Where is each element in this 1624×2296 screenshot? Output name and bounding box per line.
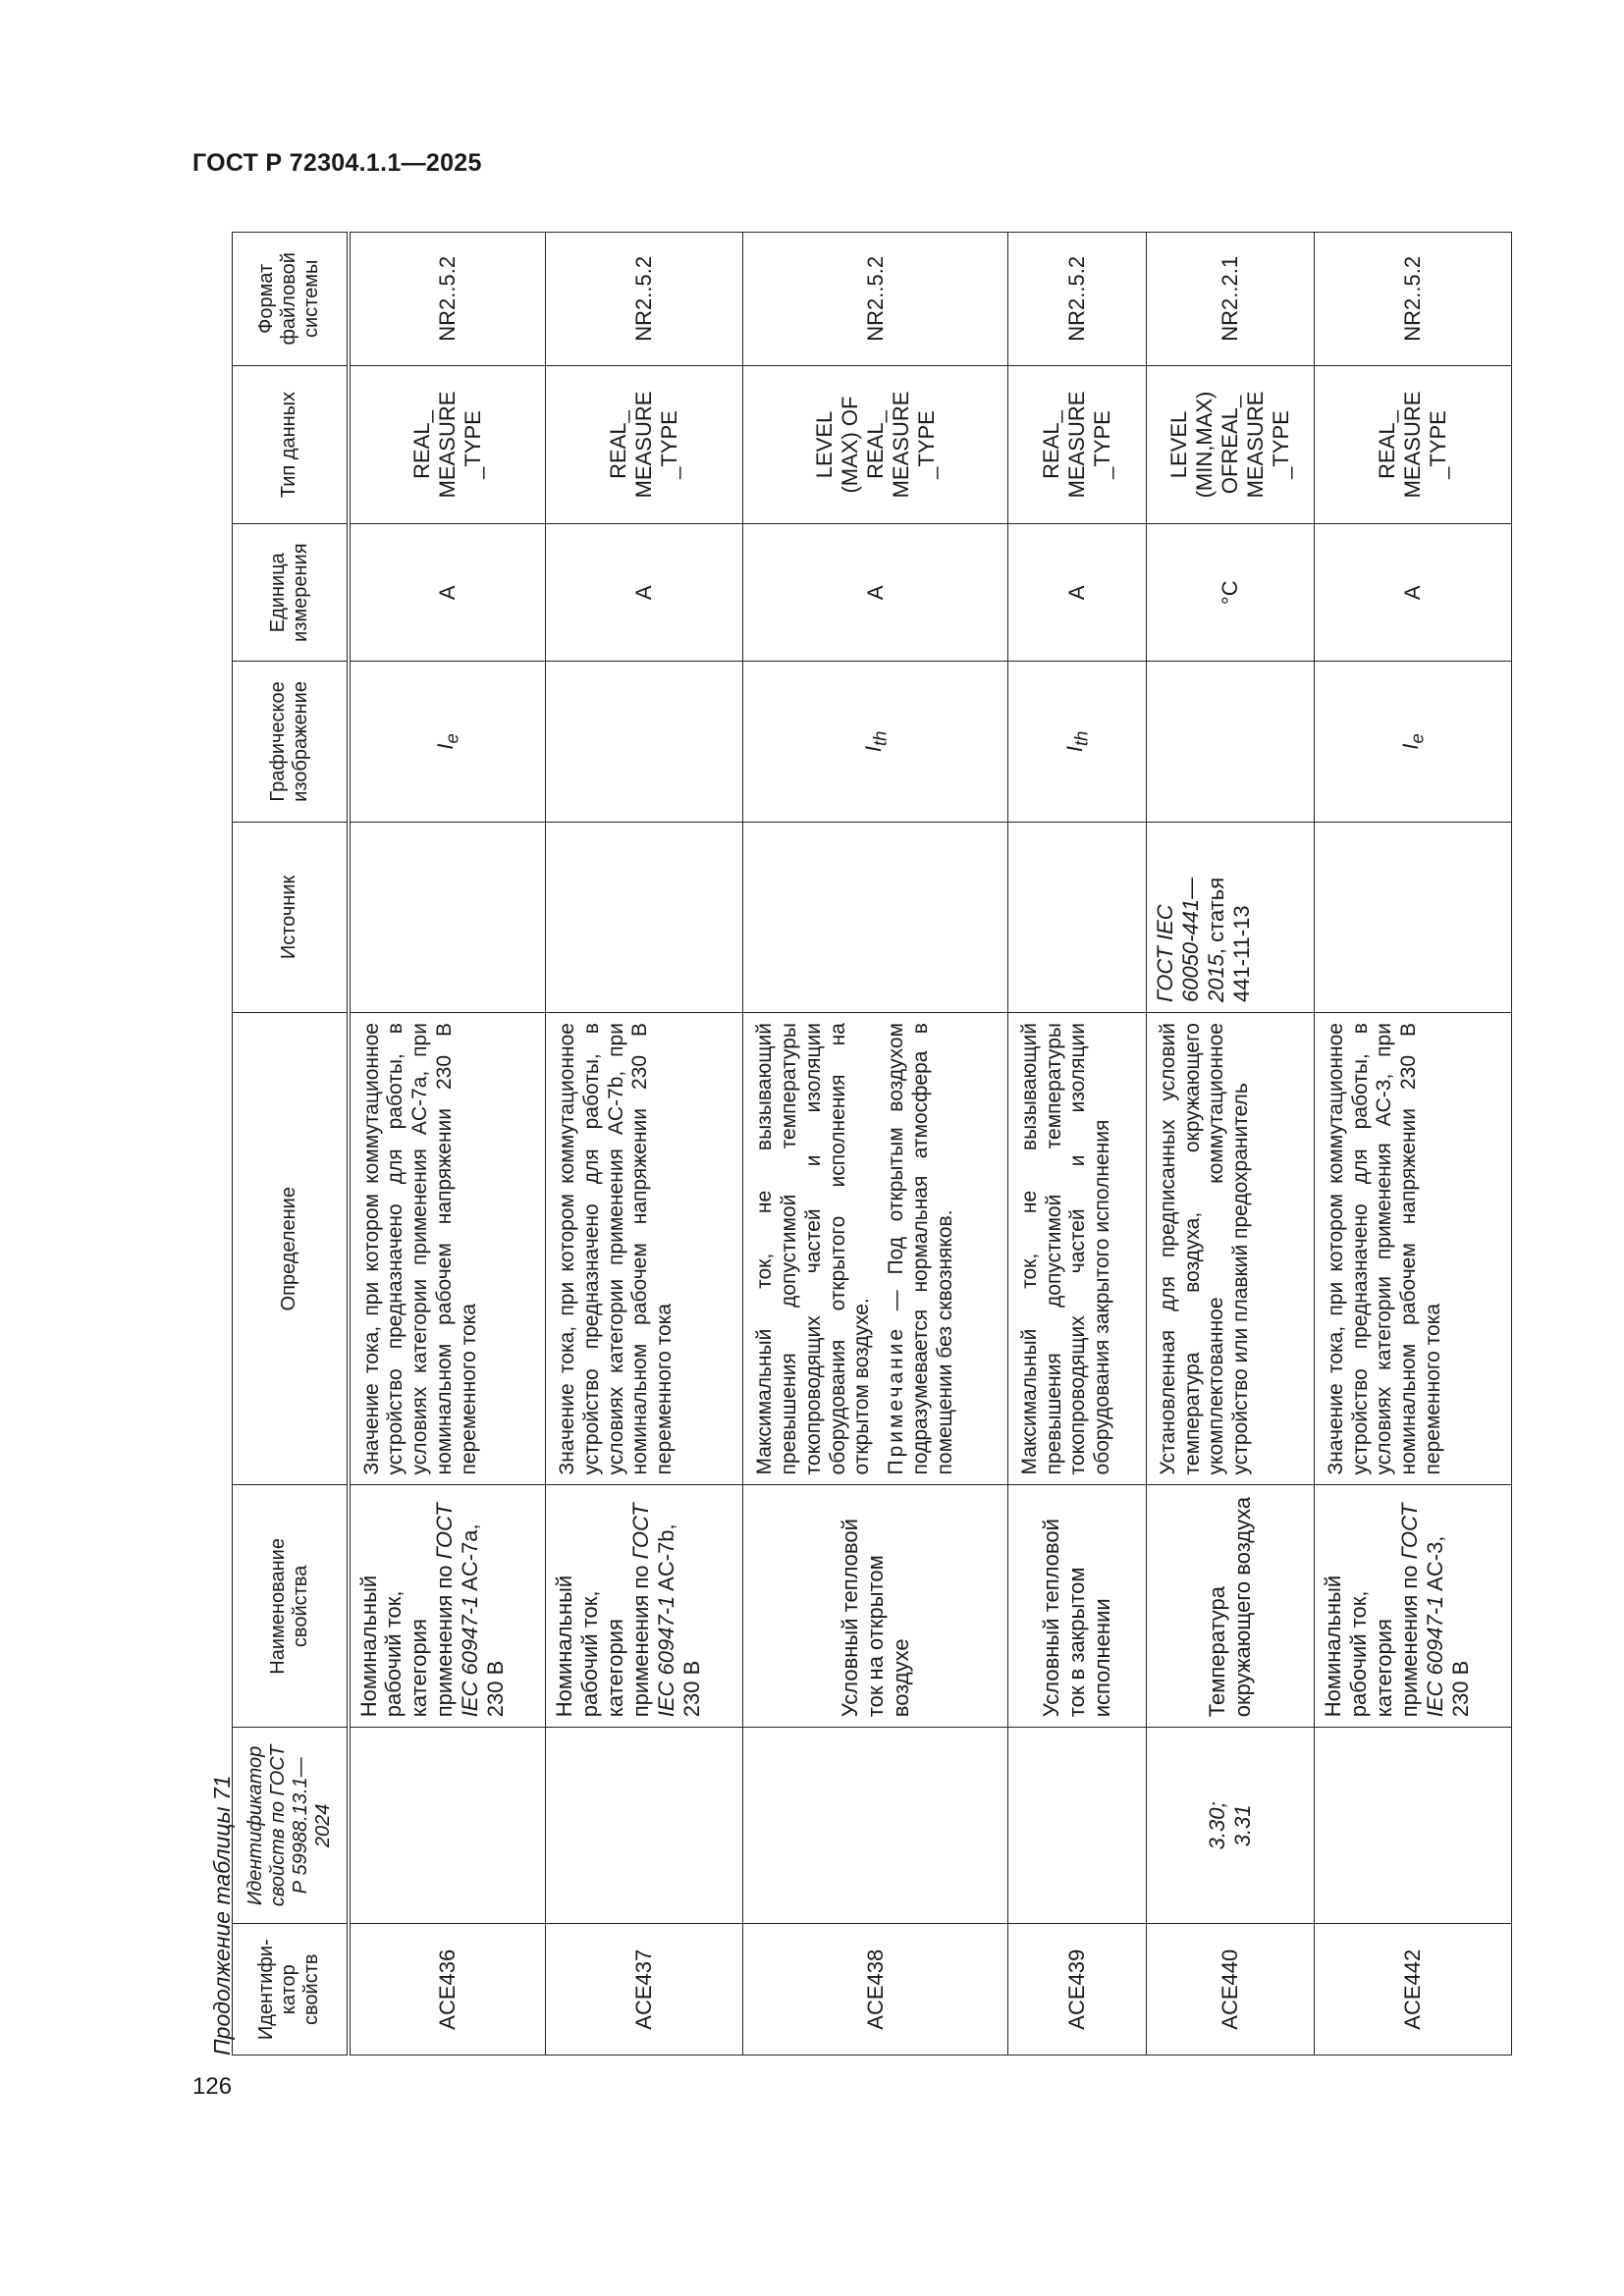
name-standard-ref: ГОСТ IEC 60947-1	[432, 1503, 483, 1718]
col-header-type: Тип данных	[233, 365, 349, 524]
name-text: Номинальный рабочий ток, категория применения по	[1320, 1559, 1422, 1718]
cell-source	[1146, 822, 1314, 1012]
cell-type: LEVEL (MAX) OF REAL_ MEASURE _TYPE	[743, 365, 1008, 524]
col-header-id: Идентифи- катор свойств	[233, 1924, 349, 2056]
cell-unit: A	[349, 524, 546, 662]
cell-gost-id	[743, 1728, 1008, 1924]
cell-format: NR2..5.2	[1007, 233, 1146, 366]
cell-format: NR2..5.2	[743, 233, 1008, 366]
cell-gost-id	[546, 1728, 743, 1924]
cell-format: NR2..5.2	[546, 233, 743, 366]
table-caption: Продолжение таблицы 71	[209, 1775, 235, 2056]
cell-gost-id	[349, 1728, 546, 1924]
definition-note	[885, 1023, 957, 1474]
definition-text: Максимальный ток, не вызывающий превышения допустимой температуры токопроводящих частей и изоляции оборудования закрытого исполнения	[1017, 1023, 1114, 1475]
cell-type: REAL_ MEASURE _TYPE	[1314, 365, 1511, 524]
name-standard-ref: ГОСТ IEC 60947-1	[1396, 1503, 1447, 1718]
note-label: Примечание	[885, 1325, 908, 1475]
source-article: , статья 441-11-13	[1203, 877, 1254, 1003]
definition-text: Максимальный ток, не вызывающий превышения допустимой температуры токопроводящих частей и изоляции оборудования открытого исполнения на открытом воздухе.	[753, 1023, 874, 1475]
properties-table	[232, 232, 1512, 2056]
cell-definition	[743, 1013, 1008, 1485]
cell-symbol	[743, 662, 1008, 823]
symbol-subscript: th	[869, 730, 891, 747]
cell-symbol	[546, 662, 743, 823]
cell-id: ACE438	[743, 1924, 1008, 2056]
cell-unit: A	[1007, 524, 1146, 662]
name-suffix: AC-7a, 230 В	[458, 1523, 509, 1718]
col-header-symbol: Графическое изображение	[233, 662, 349, 823]
col-header-gost-id: Идентификатор свойств по ГОСТ Р 59988.13.1— 2024	[233, 1728, 349, 1924]
cell-gost-id	[1007, 1728, 1146, 1924]
cell-name	[743, 1485, 1008, 1728]
col-header-definition: Определение	[233, 1013, 349, 1485]
name-text: Условный тепловой ток на открытом воздухе	[837, 1519, 913, 1718]
cell-format: NR2..2.1	[1146, 233, 1314, 366]
cell-source	[546, 822, 743, 1012]
cell-type: REAL_ MEASURE _TYPE	[349, 365, 546, 524]
cell-source	[1007, 822, 1146, 1012]
table-header-row	[233, 233, 349, 2056]
definition-text: Значение тока, при котором коммутационное устройство предназначено для работы, в условиях категории применения AC-7b, при номинальном рабочем напряжении 230 В переменного тока	[556, 1023, 677, 1475]
col-header-format: Формат файловой системы	[233, 233, 349, 366]
definition-text: Установленная для предписанных условий температура воздуха, окружающего укомплектованное коммутационное устройство или плавкий предохранитель	[1156, 1023, 1253, 1475]
symbol-letter: I	[860, 746, 886, 753]
cell-definition	[349, 1013, 546, 1485]
cell-definition	[1314, 1013, 1511, 1485]
cell-type: REAL_ MEASURE _TYPE	[1007, 365, 1146, 524]
cell-unit: A	[546, 524, 743, 662]
cell-name	[1146, 1485, 1314, 1728]
name-text: Номинальный рабочий ток, категория применения по	[552, 1559, 654, 1718]
cell-source	[1314, 822, 1511, 1012]
table-row	[546, 233, 743, 2056]
symbol-subscript: th	[1070, 730, 1092, 747]
cell-definition	[546, 1013, 743, 1485]
cell-definition	[1146, 1013, 1314, 1485]
cell-format: NR2..5.2	[349, 233, 546, 366]
symbol-letter: I	[1397, 743, 1423, 750]
name-standard-ref: ГОСТ IEC 60947-1	[628, 1503, 678, 1718]
name-text: Условный тепловой ток в закрытом исполнении	[1038, 1519, 1114, 1718]
cell-gost-id	[1314, 1728, 1511, 1924]
cell-unit: A	[743, 524, 1008, 662]
name-suffix: AC-7b, 230 В	[654, 1523, 704, 1718]
cell-symbol	[349, 662, 546, 823]
cell-type: REAL_ MEASURE _TYPE	[546, 365, 743, 524]
table-row	[743, 233, 1008, 2056]
cell-gost-id: 3.30; 3.31	[1146, 1728, 1314, 1924]
cell-type: LEVEL (MIN,MAX) OFREAL_ MEASURE _TYPE	[1146, 365, 1314, 524]
page-number: 126	[192, 2073, 233, 2100]
cell-source	[349, 822, 546, 1012]
cell-symbol	[1007, 662, 1146, 823]
symbol-letter: I	[1061, 746, 1087, 753]
symbol-letter: I	[432, 743, 458, 750]
name-text: Температура окружающего воздуха	[1204, 1496, 1255, 1718]
cell-id: ACE437	[546, 1924, 743, 2056]
definition-text: Значение тока, при котором коммутационное устройство предназначено для работы, в условиях категории применения AC-3, при номинальном рабочем напряжении 230 В переменного тока	[1324, 1023, 1444, 1475]
table-row	[1146, 233, 1314, 2056]
document-header: ГОСТ Р 72304.1.1—2025	[192, 149, 482, 177]
cell-unit: A	[1314, 524, 1511, 662]
table-row	[1314, 233, 1511, 2056]
table-row	[1007, 233, 1146, 2056]
cell-name	[1314, 1485, 1511, 1728]
cell-name	[546, 1485, 743, 1728]
cell-id: ACE440	[1146, 1924, 1314, 2056]
col-header-name: Наименование свойства	[233, 1485, 349, 1728]
col-header-unit: Единица измерения	[233, 524, 349, 662]
cell-symbol	[1314, 662, 1511, 823]
cell-name	[1007, 1485, 1146, 1728]
cell-id: ACE439	[1007, 1924, 1146, 2056]
rotated-table-container	[232, 232, 1512, 2056]
cell-source	[743, 822, 1008, 1012]
table-row	[349, 233, 546, 2056]
cell-id: ACE442	[1314, 1924, 1511, 2056]
note-text: — Под открытым воздухом подразумевается нормальная атмосфера в помещении без сквозняков.	[885, 1023, 956, 1475]
col-header-source: Источник	[233, 822, 349, 1012]
symbol-subscript: e	[441, 733, 462, 744]
symbol-subscript: e	[1406, 733, 1428, 744]
source-standard-ref: ГОСТ IEC 60050-441—2015	[1152, 877, 1228, 1003]
definition-text: Значение тока, при котором коммутационное устройство предназначено для работы, в условиях категории применения AC-7a, при номинальном рабочем напряжении 230 В переменного тока	[359, 1023, 480, 1475]
cell-definition	[1007, 1013, 1146, 1485]
cell-id: ACE436	[349, 1924, 546, 2056]
name-suffix: AC-3, 230 В	[1422, 1535, 1473, 1718]
cell-format: NR2..5.2	[1314, 233, 1511, 366]
cell-symbol	[1146, 662, 1314, 823]
cell-name	[349, 1485, 546, 1728]
cell-unit: °C	[1146, 524, 1314, 662]
name-text: Номинальный рабочий ток, категория применения по	[355, 1559, 458, 1718]
